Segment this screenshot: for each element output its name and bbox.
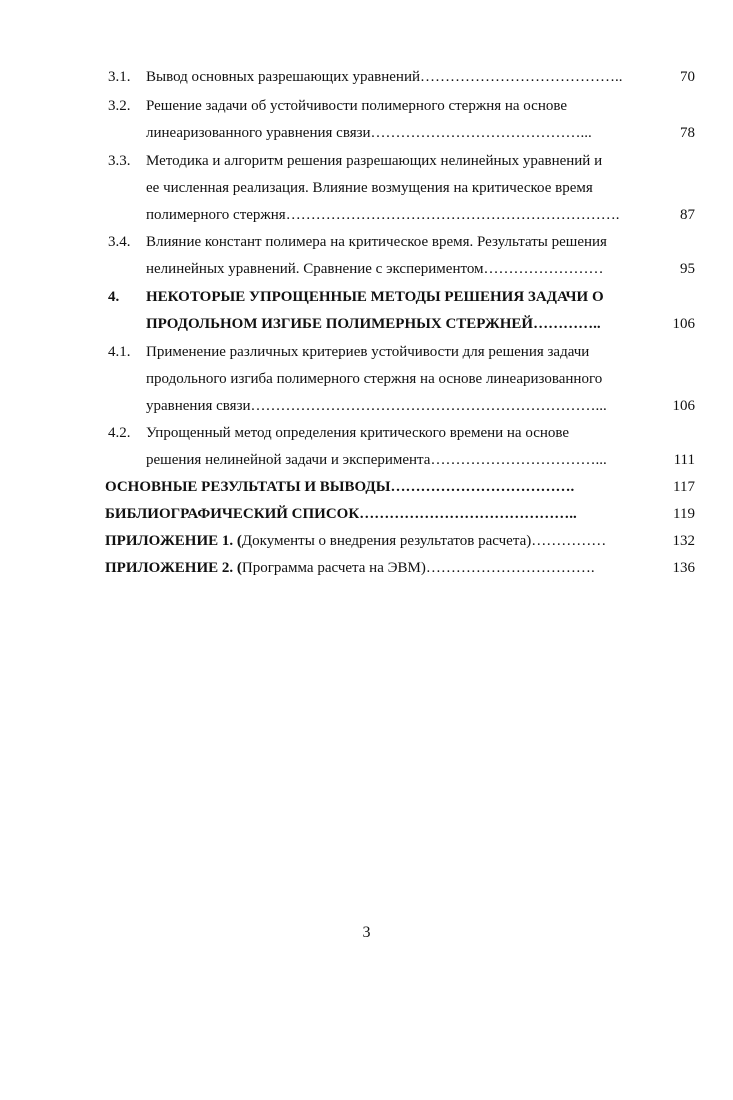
toc-entry-3-1[interactable]: [0, 66, 733, 88]
toc-entry-page: 119: [673, 506, 695, 522]
toc-entry-title-line: Упрощенный метод определения критического времени на основе: [146, 425, 570, 441]
toc-entry-title-line: Применение различных критериев устойчивости для решения задачи: [146, 344, 590, 360]
toc-entry-title-line: Методика и алгоритм решения разрешающих нелинейных уравнений и: [146, 153, 603, 169]
toc-chapter-title-line: НЕКОТОРЫЕ УПРОЩЕННЫЕ МЕТОДЫ РЕШЕНИЯ ЗАДАЧИ О: [146, 289, 604, 305]
toc-entry-title-line: решения нелинейной задачи и эксперимента……………………………...: [146, 452, 607, 468]
toc-appendix-label: ПРИЛОЖЕНИЕ 2. (: [105, 560, 242, 576]
toc-entry-page: 132: [672, 533, 695, 549]
toc-results-title: ОСНОВНЫЕ РЕЗУЛЬТАТЫ И ВЫВОДЫ……………………………….: [105, 479, 575, 495]
toc-entry-4-2-cont: [0, 449, 733, 471]
toc-entry-3-2-cont: [0, 122, 733, 144]
toc-entry-page: 117: [673, 479, 695, 495]
toc-entry-title-line: Влияние констант полимера на критическое время. Результаты решения: [146, 234, 607, 250]
toc-entry-4-1[interactable]: [0, 341, 733, 363]
toc-entry-number: 3.4.: [108, 234, 131, 250]
toc-entry-title-line: продольного изгиба полимерного стержня на основе линеаризованного: [146, 371, 603, 387]
toc-appendix-description: Документы о внедрения результатов расчета)……………: [241, 533, 607, 549]
toc-entry-page: 106: [672, 398, 695, 414]
toc-entry-3-4[interactable]: [0, 231, 733, 253]
toc-entry-page: 78: [680, 125, 695, 141]
toc-entry-4-2[interactable]: [0, 422, 733, 444]
toc-appendix-title: [105, 530, 606, 552]
toc-entry-page: 95: [680, 261, 695, 277]
toc-entry-number: 3.2.: [108, 98, 131, 114]
toc-entry-3-3-cont2: [0, 204, 733, 226]
toc-entry-3-2[interactable]: [0, 95, 733, 117]
toc-chapter-title-line: ПРОДОЛЬНОМ ИЗГИБЕ ПОЛИМЕРНЫХ СТЕРЖНЕЙ…………..: [146, 316, 601, 332]
toc-entry-number: 4.2.: [108, 425, 131, 441]
toc-entry-title: Вывод основных разрешающих уравнений…………………………………..: [146, 69, 623, 85]
toc-chapter-4[interactable]: [0, 286, 733, 308]
toc-chapter-4-cont: [0, 313, 733, 335]
toc-entry-4-1-cont2: [0, 395, 733, 417]
toc-entry-3-3[interactable]: [0, 150, 733, 172]
toc-appendix-1[interactable]: [0, 530, 733, 552]
toc-entry-number: 3.3.: [108, 153, 131, 169]
toc-entry-number: 4.1.: [108, 344, 131, 360]
toc-entry-3-3-cont: [0, 177, 733, 199]
toc-entry-page: 106: [672, 316, 695, 332]
toc-results[interactable]: [0, 476, 733, 498]
toc-appendix-label: ПРИЛОЖЕНИЕ 1. (: [105, 533, 242, 549]
toc-chapter-number: 4.: [108, 289, 120, 305]
toc-entry-title-line: уравнения связи……………………………………………………………...: [146, 398, 607, 414]
toc-entry-number: 3.1.: [108, 69, 131, 85]
toc-entry-title-line: Решение задачи об устойчивости полимерного стержня на основе: [146, 98, 568, 114]
toc-entry-page: 87: [680, 207, 695, 223]
toc-bibliography[interactable]: [0, 503, 733, 525]
page-number: 3: [362, 924, 371, 941]
toc-entry-title-line: ее численная реализация. Влияние возмущения на критическое время: [146, 180, 593, 196]
toc-entry-page: 111: [673, 452, 695, 468]
toc-appendix-2[interactable]: [0, 557, 733, 579]
toc-entry-title-line: полимерного стержня………………………………………………………….: [146, 207, 620, 223]
toc-bibliography-title: БИБЛИОГРАФИЧЕСКИЙ СПИСОК……………………………………..: [105, 506, 577, 522]
toc-appendix-description: Программа расчета на ЭВМ)…………………………….: [241, 560, 595, 576]
toc-entry-page: 136: [672, 560, 695, 576]
toc-entry-page: 70: [680, 69, 695, 85]
toc-entry-3-4-cont: [0, 258, 733, 280]
toc-appendix-title: [105, 557, 595, 579]
toc-entry-4-1-cont: [0, 368, 733, 390]
toc-entry-title-line: нелинейных уравнений. Сравнение с экспериментом……………………: [146, 261, 604, 277]
toc-entry-title-line: линеаризованного уравнения связи……………………………………...: [146, 125, 592, 141]
